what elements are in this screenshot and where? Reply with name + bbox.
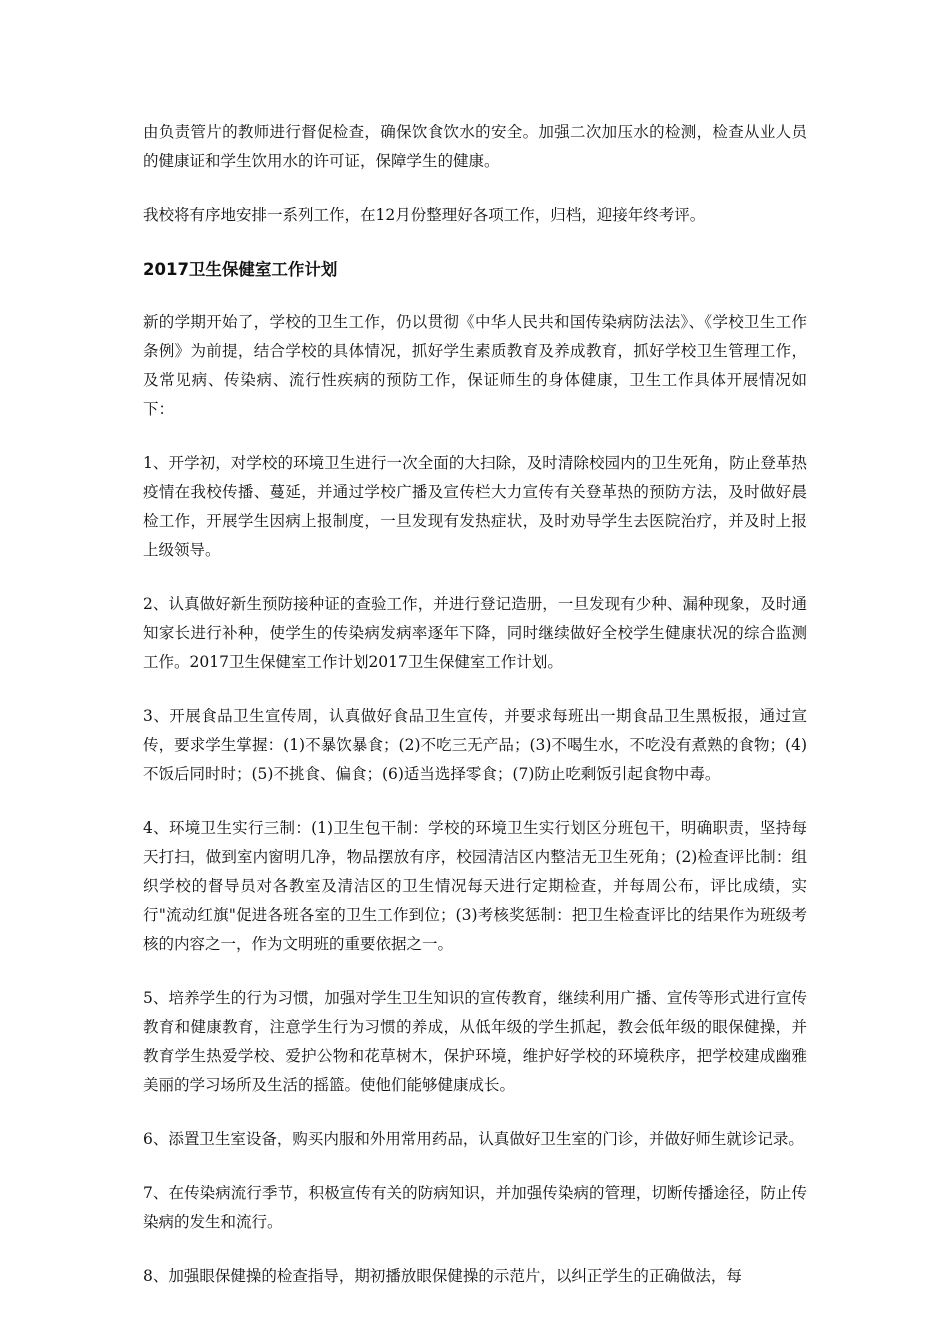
paragraph-item-6: 6、添置卫生室设备，购买内服和外用常用药品，认真做好卫生室的门诊，并做好师生就诊记录。 xyxy=(143,1130,804,1148)
paragraph-item-5: 5、培养学生的行为习惯，加强对学生卫生知识的宣传教育，继续利用广播、宣传等形式进行宣传教育和健康教育，注意学生行为习惯的养成，从低年级的学生抓起，教会低年级的眼保健操，并教育学生热爱学校、爱护公物和花草树木，保护环境，维护好学校的环境秩序，把学校建成幽雅美丽的学习场所及生活的摇篮。使他们能够健康成长。 xyxy=(143,989,807,1094)
paragraph-intro-2: 我校将有序地安排一系列工作，在12月份整理好各项工作，归档，迎接年终考评。 xyxy=(143,206,706,224)
paragraph-item-2: 2、认真做好新生预防接种证的查验工作，并进行登记造册，一旦发现有少种、漏种现象，及时通知家长进行补种，使学生的传染病发病率逐年下降，同时继续做好全校学生健康状况的综合监测工作。2017卫生保健室工作计划2017卫生保健室工作计划。 xyxy=(143,595,807,671)
paragraph-item-4: 4、环境卫生实行三制：(1)卫生包干制：学校的环境卫生实行划区分班包干，明确职责，坚持每天打扫，做到室内窗明几净，物品摆放有序，校园清洁区内整洁无卫生死角；(2)检查评比制：组织学校的督导员对各教室及清洁区的卫生情况每天进行定期检查，并每周公布，评比成绩，实行"流动红旗"促进各班各室的卫生工作到位；(3)考核奖惩制：把卫生检查评比的结果作为班级考核的内容之一，作为文明班的重要依据之一。 xyxy=(143,819,807,953)
paragraph-item-7: 7、在传染病流行季节，积极宣传有关的防病知识，并加强传染病的管理，切断传播途径，防止传染病的发生和流行。 xyxy=(143,1184,807,1231)
paragraph-item-1: 1、开学初，对学校的环境卫生进行一次全面的大扫除，及时清除校园内的卫生死角，防止登革热疫情在我校传播、蔓延，并通过学校广播及宣传栏大力宣传有关登革热的预防方法，及时做好晨检工作，开展学生因病上报制度，一旦发现有发热症状，及时劝导学生去医院治疗，并及时上报上级领导。 xyxy=(143,454,807,559)
paragraph-intro-1: 由负责管片的教师进行督促检查，确保饮食饮水的安全。加强二次加压水的检测，检查从业人员的健康证和学生饮用水的许可证，保障学生的健康。 xyxy=(143,123,807,170)
paragraph-item-3: 3、开展食品卫生宣传周，认真做好食品卫生宣传，并要求每班出一期食品卫生黑板报，通过宣传，要求学生掌握：(1)不暴饮暴食；(2)不吃三无产品；(3)不喝生水，不吃没有煮熟的食物；(4)不饭后同时时；(5)不挑食、偏食；(6)适当选择零食；(7)防止吃剩饭引起食物中毒。 xyxy=(143,707,807,783)
section-heading: 2017卫生保健室工作计划 xyxy=(143,260,338,279)
paragraph-preface: 新的学期开始了，学校的卫生工作，仍以贯彻《中华人民共和国传染病防法法》、《学校卫生工作条例》为前提，结合学校的具体情况，抓好学生素质教育及养成教育，抓好学校卫生管理工作，及常见病、传染病、流行性疾病的预防工作，保证师生的身体健康，卫生工作具体开展情况如下： xyxy=(143,313,807,418)
document-page xyxy=(143,118,807,1316)
paragraph-item-8: 8、加强眼保健操的检查指导，期初播放眼保健操的示范片，以纠正学生的正确做法，每 xyxy=(143,1267,742,1285)
